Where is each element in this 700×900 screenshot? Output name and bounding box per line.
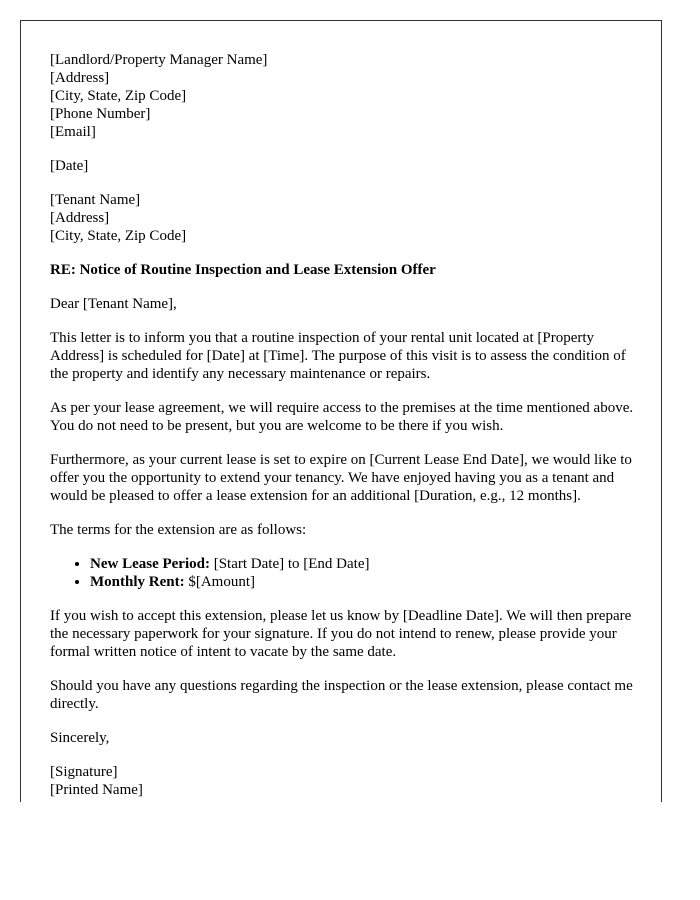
sender-email: [Email] xyxy=(50,124,96,140)
paragraph-access: As per your lease agreement, we will require access to the premises at the time mentioned above. You do not need to be present, but you are welcome to be there if you wish. xyxy=(50,400,634,434)
term-label: Monthly Rent: xyxy=(90,574,185,590)
terms-list xyxy=(50,555,635,591)
sender-block xyxy=(50,51,635,141)
recipient-address: [Address] xyxy=(50,210,110,226)
paragraph-terms-intro: The terms for the extension are as follows: xyxy=(50,522,307,538)
list-item xyxy=(90,555,635,573)
sender-name: [Landlord/Property Manager Name] xyxy=(50,52,268,68)
letter-page xyxy=(20,20,662,802)
date-block xyxy=(50,157,635,175)
paragraph-acceptance: If you wish to accept this extension, please let us know by [Deadline Date]. We will then prepare the necessary paperwork for your signature. If you do not intend to renew, please provide your formal written notice of intent to vacate by the same date. xyxy=(50,608,632,660)
recipient-city-state-zip: [City, State, Zip Code] xyxy=(50,228,187,244)
recipient-name: [Tenant Name] xyxy=(50,192,141,208)
printed-name: [Printed Name] xyxy=(50,782,143,798)
letter-date: [Date] xyxy=(50,158,89,174)
recipient-block xyxy=(50,191,635,245)
paragraph-extension-offer: Furthermore, as your current lease is set to expire on [Current Lease End Date], we would like to offer you the opportunity to extend your tenancy. We have enjoyed having you as a tenant and would be pleased to offer a lease extension for an additional [Duration, e.g., 12 months]. xyxy=(50,452,632,504)
signature-block xyxy=(50,763,635,799)
sender-address: [Address] xyxy=(50,70,110,86)
term-value: $[Amount] xyxy=(184,574,255,590)
sender-phone: [Phone Number] xyxy=(50,106,151,122)
term-value: [Start Date] to [End Date] xyxy=(209,556,370,572)
term-label: New Lease Period: xyxy=(90,556,210,572)
signature: [Signature] xyxy=(50,764,118,780)
paragraph-questions: Should you have any questions regarding the inspection or the lease extension, please contact me directly. xyxy=(50,678,633,712)
subject-line: RE: Notice of Routine Inspection and Lease Extension Offer xyxy=(50,262,436,278)
sender-city-state-zip: [City, State, Zip Code] xyxy=(50,88,187,104)
letter-body xyxy=(50,51,635,802)
list-item xyxy=(90,573,635,591)
signoff: Sincerely, xyxy=(50,730,110,746)
paragraph-inspection: This letter is to inform you that a routine inspection of your rental unit located at [Property Address] is scheduled for [Date] at [Time]. The purpose of this visit is to assess the condition of the property and identify any necessary maintenance or repairs. xyxy=(50,330,626,382)
salutation: Dear [Tenant Name], xyxy=(50,296,177,312)
